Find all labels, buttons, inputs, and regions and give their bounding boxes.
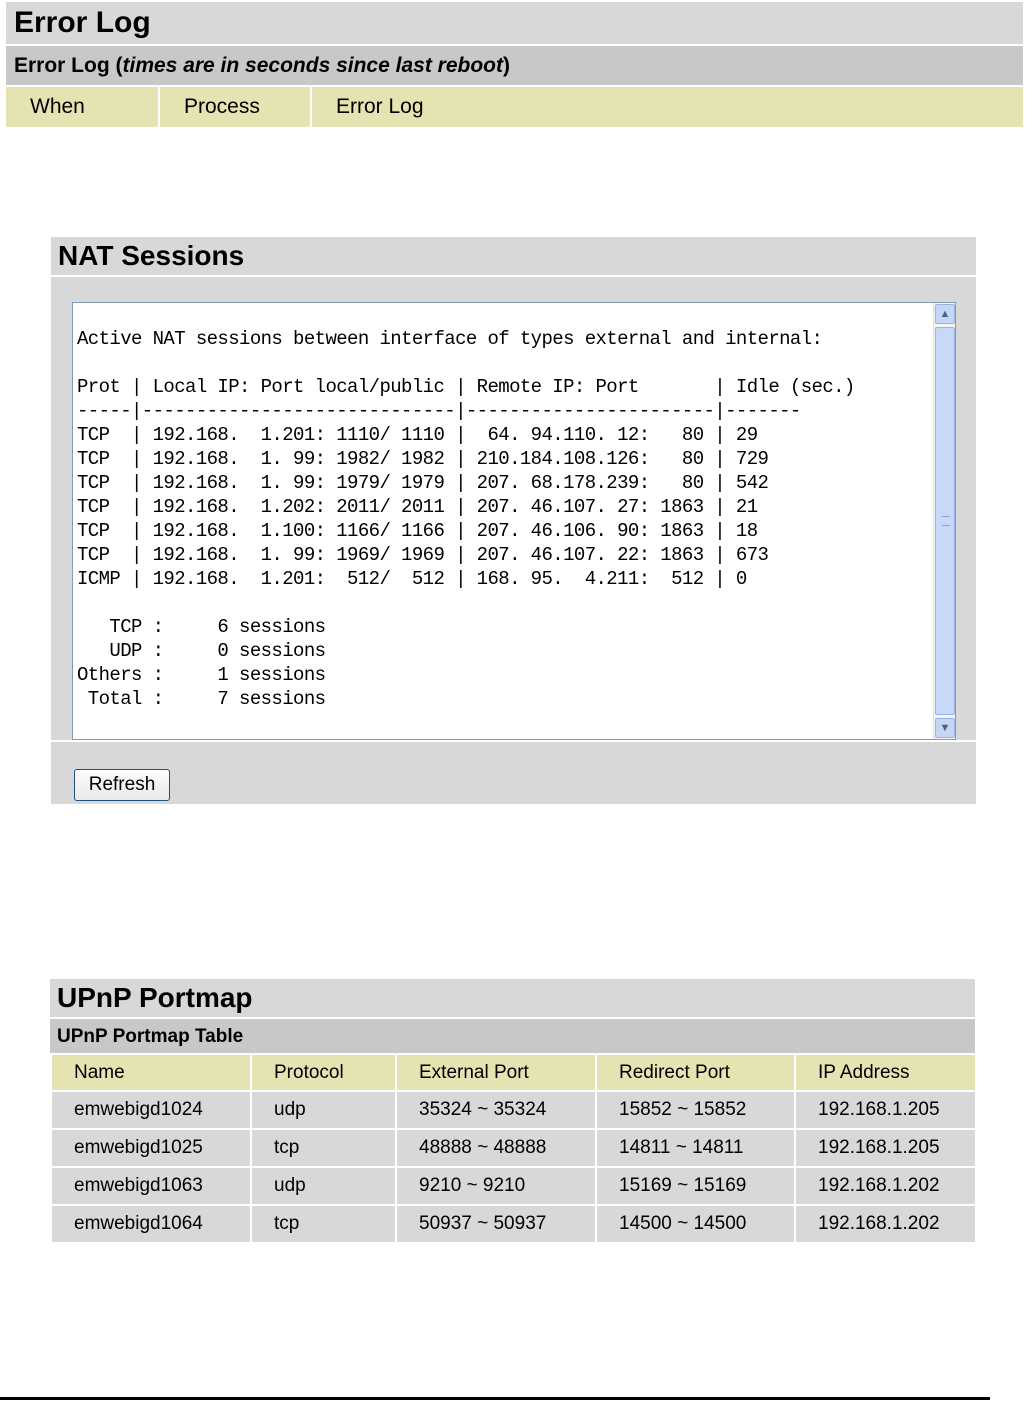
column-header-process: Process [160,87,312,127]
scroll-up-icon[interactable]: ▲ [935,304,955,324]
error-log-subtitle-prefix: Error Log ( [14,54,123,77]
error-log-title: Error Log [6,2,1023,44]
cell-external-port: 9210 ~ 9210 [396,1167,596,1205]
column-header-ip-address: IP Address [795,1054,976,1091]
nat-sessions-panel [51,237,976,804]
upnp-portmap-table [50,1053,977,1244]
cell-ip-address: 192.168.1.202 [795,1205,976,1243]
error-log-panel [6,2,1023,127]
cell-ip-address: 192.168.1.202 [795,1167,976,1205]
scrollbar-thumb[interactable] [935,327,955,715]
upnp-portmap-title: UPnP Portmap [50,979,975,1017]
cell-name: emwebigd1064 [51,1205,251,1243]
upnp-portmap-panel [50,979,975,1244]
table-row [51,1129,976,1167]
error-log-subtitle-note: times are in seconds since last reboot [122,54,503,77]
cell-external-port: 35324 ~ 35324 [396,1091,596,1129]
error-log-subtitle-suffix: ) [502,54,510,77]
column-header-when: When [6,87,160,127]
nat-sessions-title: NAT Sessions [51,237,976,277]
cell-ip-address: 192.168.1.205 [795,1129,976,1167]
cell-protocol: udp [251,1167,396,1205]
cell-name: emwebigd1063 [51,1167,251,1205]
column-header-error-log: Error Log [312,87,1023,127]
table-row [51,1167,976,1205]
grip-icon [942,516,950,526]
table-row [51,1205,976,1243]
upnp-portmap-subtitle: UPnP Portmap Table [50,1017,975,1053]
page-bottom-rule [0,1397,990,1400]
column-header-redirect-port: Redirect Port [596,1054,795,1091]
cell-external-port: 48888 ~ 48888 [396,1129,596,1167]
column-header-external-port: External Port [396,1054,596,1091]
cell-redirect-port: 15852 ~ 15852 [596,1091,795,1129]
scroll-down-icon[interactable]: ▼ [935,718,955,738]
cell-redirect-port: 14811 ~ 14811 [596,1129,795,1167]
cell-protocol: tcp [251,1205,396,1243]
nat-sessions-textarea[interactable] [72,302,956,740]
column-header-protocol: Protocol [251,1054,396,1091]
cell-redirect-port: 14500 ~ 14500 [596,1205,795,1243]
cell-protocol: tcp [251,1129,396,1167]
vertical-scrollbar[interactable] [933,303,955,739]
cell-redirect-port: 15169 ~ 15169 [596,1167,795,1205]
table-header-row [51,1054,976,1091]
refresh-button[interactable]: Refresh [74,769,170,801]
table-row [51,1091,976,1129]
cell-external-port: 50937 ~ 50937 [396,1205,596,1243]
error-log-subtitle [6,44,1023,85]
divider [51,740,976,742]
column-header-name: Name [51,1054,251,1091]
nat-sessions-text: Active NAT sessions between interface of types external and internal: Prot | Local IP: Port local/public | Remote IP: Port | Idle (sec.) -----|-----------------------------|-----------------------|------- TCP | 192.168. 1.201: 1110/ 1110 | 64. 94.110. 12: 80 | 29 TCP | 192.168. 1. 99: 1982/ 1982 | 210.184.108.126: 80 | 729 TCP | 192.168. 1. 99: 1979/ 1979 | 207. 68.178.239: 80 | 542 TCP | 192.168. 1.202: 2011/ 2011 | 207. 46.107. 27: 1863 | 21 TCP | 192.168. 1.100: 1166/ 1166 | 207. 46.106. 90: 1863 | 18 TCP | 192.168. 1. 99: 1969/ 1969 | 207. 46.107. 22: 1863 | 673 ICMP | 192.168. 1.201: 512/ 512 | 168. 95. 4.211: 512 | 0 TCP : 6 sessions UDP : 0 sessions Others : 1 sessions Total : 7 sessions [77,328,855,710]
cell-name: emwebigd1025 [51,1129,251,1167]
cell-ip-address: 192.168.1.205 [795,1091,976,1129]
cell-name: emwebigd1024 [51,1091,251,1129]
cell-protocol: udp [251,1091,396,1129]
error-log-header-row [6,85,1023,127]
